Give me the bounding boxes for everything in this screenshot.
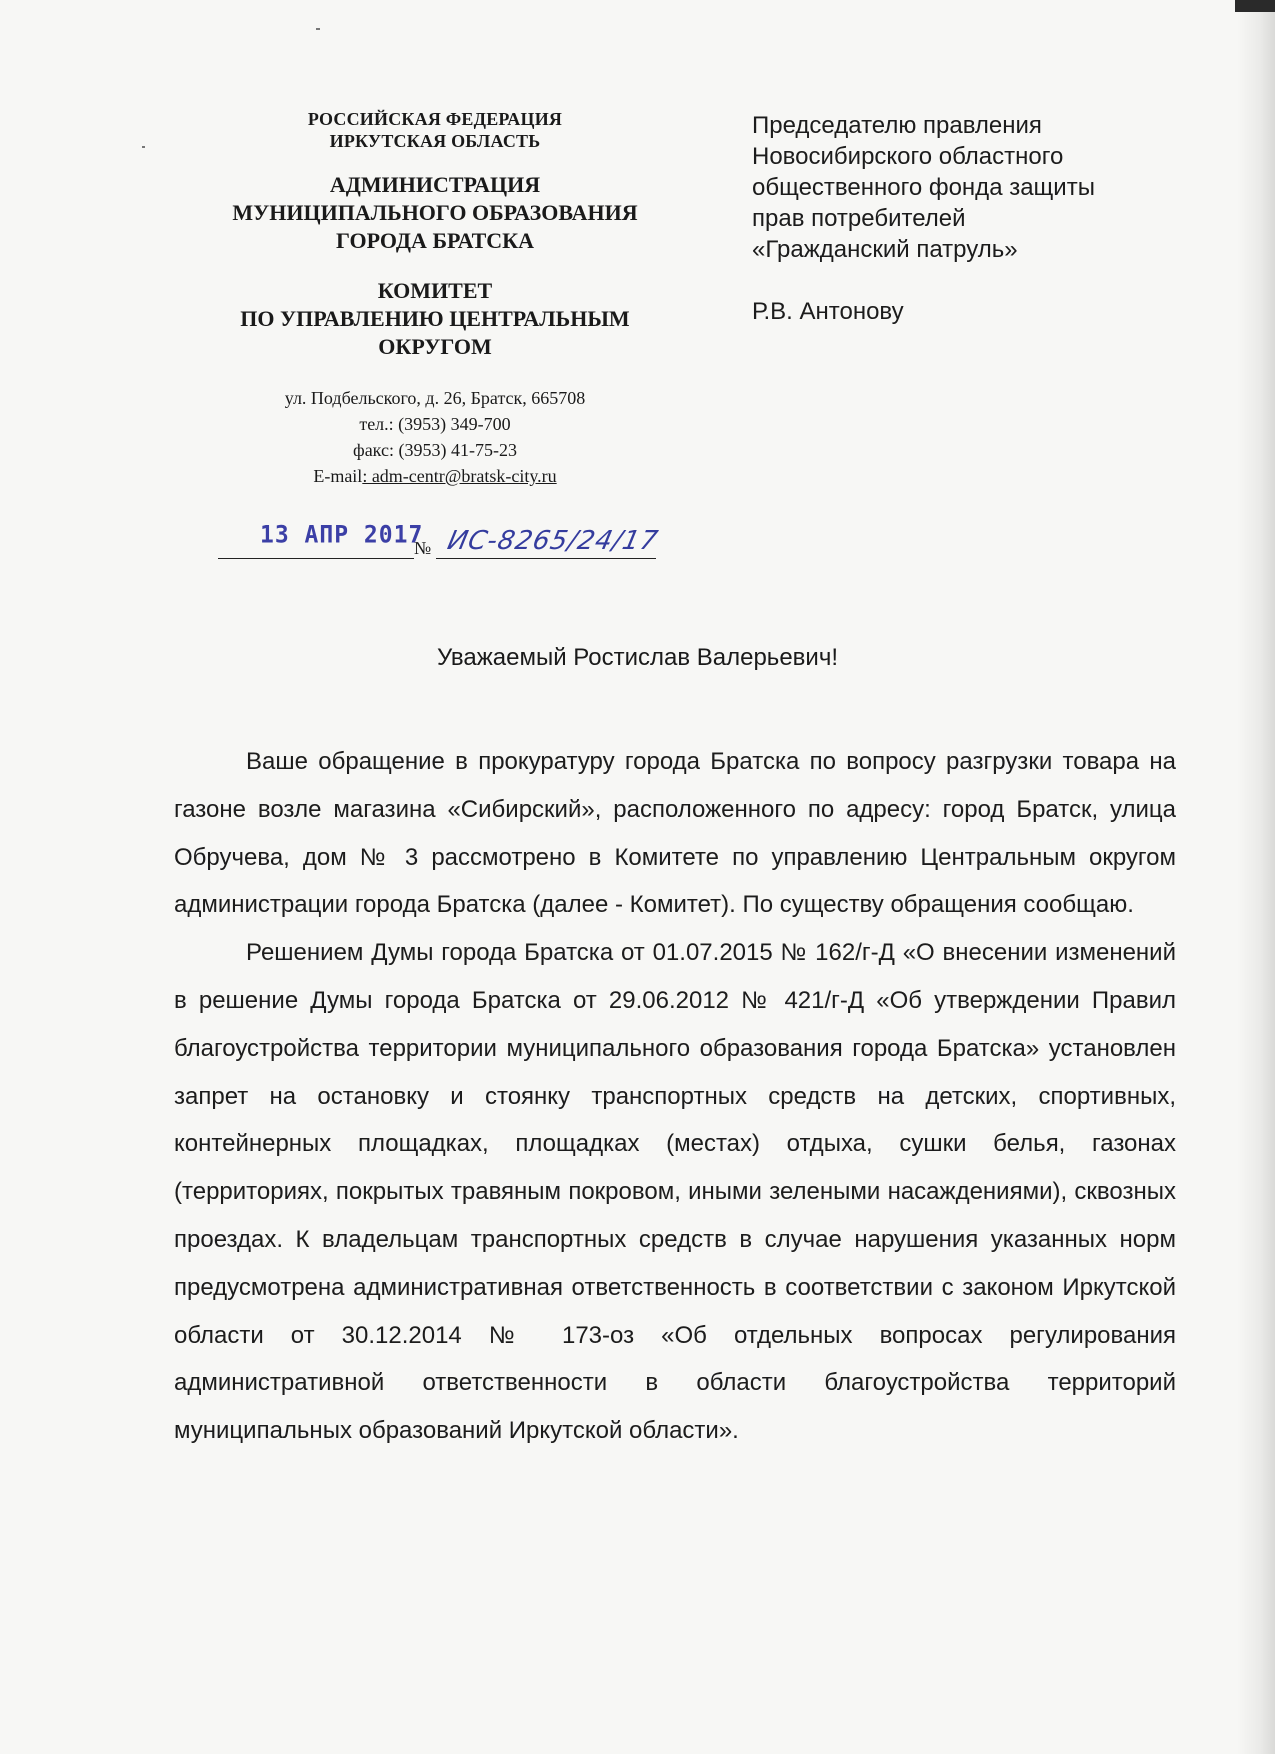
addressee-line: Председателю правления [752, 112, 1042, 139]
country-header [185, 108, 685, 152]
body-paragraph: Решением Думы города Братска от 01.07.2015 № 162/г-Д «О внесении изменений в решение Думы города Братска от 29.06.2012 № 421/г-Д «Об утверждении Правил благоустройства территории муниципального образования города Братска» установлен запрет на остановку и стоянку транспортных средств на детских, спортивных, контейнерных площадках, площадках (местах) отдыха, сушки белья, газонах (территориях, покрытых травяным покровом, иными зелеными насаждениями), сквозных проездах. К владельцам транспортных средств в случае нарушения указанных норм предусмотрена административная ответственность в соответствии с законом Иркутской области от 30.12.2014 № 173-оз «Об отдельных вопросах регулирования административной ответственности в области благоустройства территорий муниципальных образований Иркутской области». [174, 939, 1176, 1445]
addressee-line: «Гражданский патруль» [752, 236, 1018, 263]
scan-speck [316, 28, 320, 30]
region-line: ИРКУТСКАЯ ОБЛАСТЬ [329, 131, 541, 151]
committee-header [185, 277, 685, 361]
handwritten-outgoing-number: ИС-8265/24/17 [444, 526, 662, 556]
salutation: Уважаемый Ростислав Валерьевич! [436, 644, 838, 671]
addressee-name: Р.В. Антонову [752, 298, 904, 325]
number-sign: № [414, 538, 432, 558]
admin-line: АДМИНИСТРАЦИЯ [329, 172, 541, 197]
addressee-line: общественного фонда защиты [752, 174, 1095, 201]
admin-line: ГОРОДА БРАТСКА [336, 228, 534, 253]
email-line [185, 463, 685, 489]
addressee-line: прав потребителей [752, 205, 966, 232]
committee-line: ПО УПРАВЛЕНИЮ ЦЕНТРАЛЬНЫМ [240, 306, 630, 331]
letter-body [174, 738, 1176, 1455]
fax-line: факс: (3953) 41-75-23 [353, 440, 517, 460]
administration-header [185, 171, 685, 255]
admin-line: МУНИЦИПАЛЬНОГО ОБРАЗОВАНИЯ [232, 200, 638, 225]
email-value: : adm-centr@bratsk-city.ru [362, 466, 557, 486]
date-stamp: 13 АПР 2017 [260, 521, 424, 549]
page-edge-shadow [1237, 0, 1275, 1754]
addressee-block [752, 110, 1192, 327]
scan-corner-mark [1235, 0, 1275, 12]
contact-block [185, 385, 685, 489]
country-line: РОССИЙСКАЯ ФЕДЕРАЦИЯ [307, 109, 563, 129]
committee-line: ОКРУГОМ [378, 334, 492, 359]
number-underline [436, 558, 656, 559]
address-line: ул. Подбельского, д. 26, Братск, 665708 [284, 388, 586, 408]
body-paragraph: Ваше обращение в прокуратуру города Братска по вопросу разгрузки товара на газоне возле магазина «Сибирский», расположенного по адресу: город Братск, улица Обручева, дом № 3 рассмотрено в Комитете по управлению Центральным округом администрации города Братска (далее - Комитет). По существу обращения сообщаю. [174, 748, 1176, 919]
email-label: E-mail [313, 466, 363, 486]
phone-line: тел.: (3953) 349-700 [359, 414, 511, 434]
sender-letterhead [185, 108, 685, 489]
committee-line: КОМИТЕТ [377, 278, 493, 303]
scan-speck [142, 146, 145, 148]
date-underline [218, 558, 414, 559]
addressee-line: Новосибирского областного [752, 143, 1064, 170]
registration-line [218, 520, 662, 560]
